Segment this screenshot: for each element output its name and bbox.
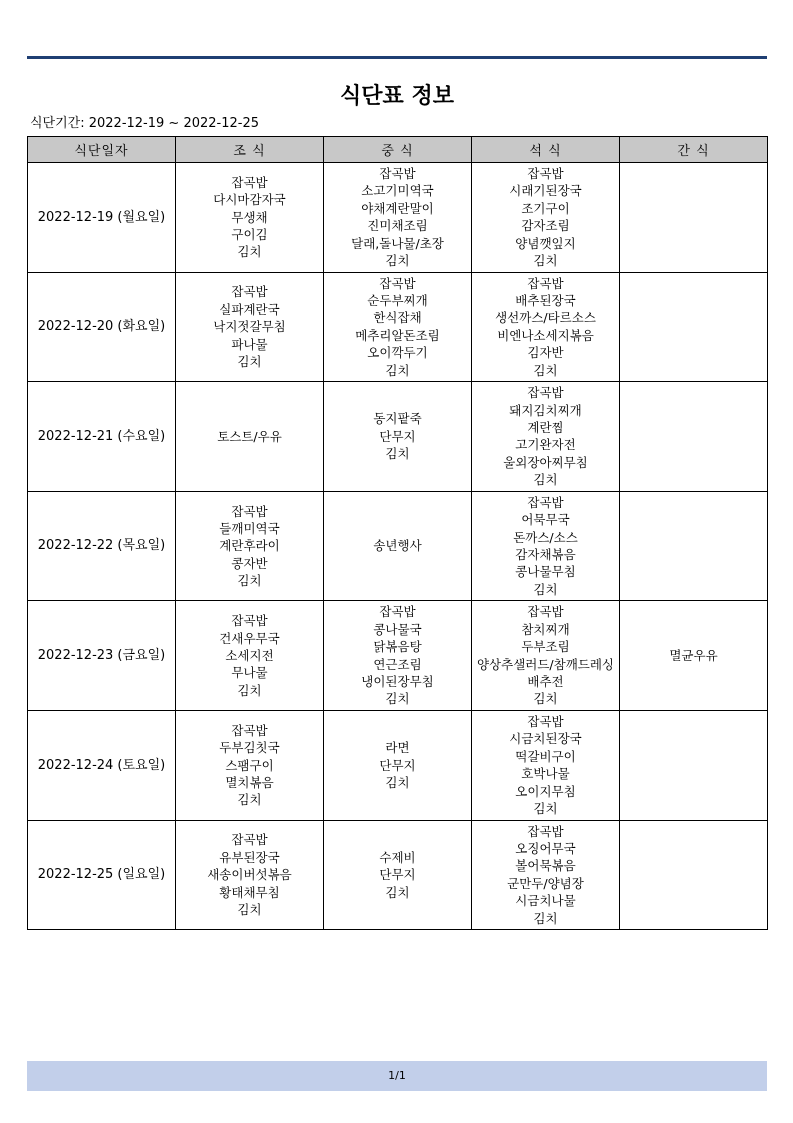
menu-item: 구이김 <box>231 227 268 242</box>
menu-item: 잡곡밥 <box>231 613 268 629</box>
menu-item: 호박나물 <box>521 766 570 782</box>
menu-item: 김치 <box>533 691 558 707</box>
menu-item: 소고기미역국 <box>361 183 434 199</box>
menu-item: 고기완자전 <box>515 437 576 453</box>
menu-item: 돼지김치찌개 <box>509 402 582 418</box>
menu-item: 계란찜 <box>527 420 564 436</box>
meal-date-cell: 2022-12-25 (일요일) <box>28 820 176 930</box>
menu-item: 오이지무침 <box>515 783 576 799</box>
menu-item: 파나물 <box>231 336 268 352</box>
menu-item: 황태채무침 <box>219 884 280 900</box>
menu-item: 김치 <box>533 253 558 269</box>
breakfast-cell <box>176 601 324 711</box>
menu-item: 콩나물국 <box>373 621 422 637</box>
menu-item: 시래기된장국 <box>509 183 582 199</box>
menu-item: 송년행사 <box>373 538 422 554</box>
dinner-cell <box>472 382 620 492</box>
menu-item: 어묵무국 <box>521 512 570 528</box>
column-header-lunch: 중 식 <box>324 137 472 163</box>
menu-item: 비엔나소세지볶음 <box>497 327 594 343</box>
menu-item: 토스트/우유 <box>217 428 282 444</box>
dinner-cell <box>472 710 620 820</box>
menu-item: 단무지 <box>379 428 416 444</box>
menu-item: 김치 <box>385 774 410 790</box>
breakfast-cell <box>176 272 324 382</box>
lunch-cell <box>324 710 472 820</box>
breakfast-cell <box>176 163 324 273</box>
meal-date-cell: 2022-12-20 (화요일) <box>28 272 176 382</box>
snack-cell <box>620 601 768 711</box>
dinner-cell <box>472 272 620 382</box>
menu-item: 잡곡밥 <box>231 503 268 519</box>
menu-item: 두부조림 <box>521 639 570 655</box>
menu-item: 김치 <box>385 253 410 269</box>
menu-item: 김치 <box>237 682 262 698</box>
menu-item: 김치 <box>385 446 410 462</box>
breakfast-cell <box>176 710 324 820</box>
menu-item: 생선까스/타르소스 <box>495 310 596 326</box>
menu-item: 야채계란말이 <box>361 200 434 216</box>
menu-item: 김치 <box>385 884 410 900</box>
table-row <box>28 820 768 930</box>
menu-item: 계란후라이 <box>219 538 280 554</box>
dinner-cell <box>472 163 620 273</box>
menu-item: 돈까스/소스 <box>513 529 578 545</box>
meal-table-body <box>28 163 768 930</box>
menu-item: 양상추샐러드/참깨드레싱 <box>476 656 615 672</box>
menu-item: 두부김칫국 <box>219 740 280 756</box>
dinner-cell <box>472 491 620 601</box>
meal-date-cell: 2022-12-22 (목요일) <box>28 491 176 601</box>
lunch-cell <box>324 382 472 492</box>
menu-item: 달래,돌나물/초장 <box>351 235 444 251</box>
menu-item: 라면 <box>385 740 410 756</box>
breakfast-cell <box>176 491 324 601</box>
meal-date-cell: 2022-12-23 (금요일) <box>28 601 176 711</box>
menu-item: 단무지 <box>379 867 416 883</box>
lunch-cell <box>324 601 472 711</box>
menu-item: 김치 <box>533 472 558 488</box>
menu-item: 김치 <box>237 901 262 917</box>
menu-item: 잡곡밥 <box>231 722 268 738</box>
menu-item: 들깨미역국 <box>219 520 280 536</box>
menu-item: 김치 <box>237 354 262 369</box>
menu-item: 잡곡밥 <box>231 174 268 190</box>
menu-item: 볼어묵볶음 <box>515 858 576 874</box>
menu-item: 조기구이 <box>521 200 570 216</box>
menu-item: 한식잡채 <box>373 310 422 326</box>
menu-item: 김자반 <box>527 345 564 361</box>
table-row <box>28 272 768 382</box>
menu-item: 냉이된장무침 <box>361 674 434 690</box>
lunch-cell <box>324 820 472 930</box>
menu-item: 메추리알돈조림 <box>355 327 440 343</box>
menu-item: 소세지전 <box>225 647 274 663</box>
page-number: 1/1 <box>388 1069 406 1082</box>
page-title: 식단표 정보 <box>340 84 454 109</box>
menu-item: 오이깍두기 <box>367 345 428 361</box>
menu-item: 다시마감자국 <box>213 192 286 208</box>
menu-item: 김치 <box>385 691 410 707</box>
menu-item: 군만두/양념장 <box>507 875 584 891</box>
menu-item: 김치 <box>533 362 558 378</box>
menu-item: 시금치나물 <box>515 893 576 909</box>
menu-item: 잡곡밥 <box>527 823 564 839</box>
menu-item: 잡곡밥 <box>379 275 416 291</box>
menu-item: 잡곡밥 <box>527 166 564 182</box>
header-rule <box>27 56 767 59</box>
menu-item: 유부된장국 <box>219 849 280 865</box>
table-header-row <box>28 137 768 163</box>
lunch-cell <box>324 491 472 601</box>
menu-item: 콩자반 <box>231 555 268 571</box>
menu-item: 시금치된장국 <box>509 731 582 747</box>
lunch-cell <box>324 163 472 273</box>
menu-item: 잡곡밥 <box>379 166 416 182</box>
table-row <box>28 163 768 273</box>
menu-item: 멸치볶음 <box>225 774 274 790</box>
breakfast-cell <box>176 382 324 492</box>
menu-item: 양념깻잎지 <box>515 235 576 251</box>
menu-item: 무나물 <box>231 665 268 681</box>
menu-item: 잡곡밥 <box>527 604 564 620</box>
snack-cell <box>620 491 768 601</box>
menu-item: 김치 <box>533 581 558 597</box>
menu-item: 진미채조림 <box>367 218 428 234</box>
meal-date-cell: 2022-12-21 (수요일) <box>28 382 176 492</box>
menu-item: 연근조림 <box>373 656 422 672</box>
menu-item: 배추전 <box>527 674 564 690</box>
menu-item: 감자조림 <box>521 218 570 234</box>
table-row <box>28 710 768 820</box>
menu-item: 오징어무국 <box>515 841 576 857</box>
column-header-date: 식단일자 <box>28 137 176 163</box>
menu-item: 멸균우유 <box>669 647 718 663</box>
menu-item: 잡곡밥 <box>231 832 268 848</box>
lunch-cell <box>324 272 472 382</box>
menu-item: 무생채 <box>231 209 268 225</box>
dinner-cell <box>472 601 620 711</box>
page-footer <box>27 1061 767 1091</box>
snack-cell <box>620 272 768 382</box>
column-header-breakfast: 조 식 <box>176 137 324 163</box>
breakfast-cell <box>176 820 324 930</box>
menu-item: 참치찌개 <box>521 621 570 637</box>
menu-item: 울외장아찌무침 <box>503 454 588 470</box>
table-row <box>28 382 768 492</box>
menu-item: 콩나물무침 <box>515 564 576 580</box>
snack-cell <box>620 710 768 820</box>
menu-item: 건새우무국 <box>219 630 280 646</box>
meal-date-cell: 2022-12-19 (월요일) <box>28 163 176 273</box>
menu-item: 스팸구이 <box>225 757 274 773</box>
column-header-snack: 간 식 <box>620 137 768 163</box>
menu-item: 잡곡밥 <box>527 714 564 730</box>
menu-item: 김치 <box>237 573 262 589</box>
menu-item: 닭볶음탕 <box>373 639 422 655</box>
menu-item: 잡곡밥 <box>527 385 564 401</box>
menu-item: 잡곡밥 <box>231 284 268 300</box>
snack-cell <box>620 163 768 273</box>
menu-item: 잡곡밥 <box>527 494 564 510</box>
menu-item: 잡곡밥 <box>527 275 564 291</box>
menu-item: 잡곡밥 <box>379 604 416 620</box>
menu-item: 떡갈비구이 <box>515 748 576 764</box>
menu-item: 수제비 <box>379 849 416 865</box>
column-header-dinner: 석 식 <box>472 137 620 163</box>
menu-item: 김치 <box>385 362 410 378</box>
menu-item: 김치 <box>533 801 558 817</box>
menu-item: 순두부찌개 <box>367 293 428 309</box>
menu-item: 김치 <box>237 244 262 260</box>
table-row <box>28 601 768 711</box>
menu-item: 새송이버섯볶음 <box>207 867 292 883</box>
snack-cell <box>620 820 768 930</box>
snack-cell <box>620 382 768 492</box>
menu-item: 동지팥죽 <box>373 411 422 427</box>
menu-item: 단무지 <box>379 757 416 773</box>
menu-item: 낙지젓갈무침 <box>213 319 286 335</box>
menu-item: 김치 <box>533 910 558 926</box>
menu-item: 실파계란국 <box>219 301 280 317</box>
menu-item: 감자채볶음 <box>515 547 576 563</box>
menu-item: 배추된장국 <box>515 293 576 309</box>
dinner-cell <box>472 820 620 930</box>
meal-period: 식단기간: 2022-12-19 ~ 2022-12-25 <box>30 116 260 131</box>
menu-item: 김치 <box>237 792 262 808</box>
meal-date-cell: 2022-12-24 (토요일) <box>28 710 176 820</box>
meal-table <box>27 136 768 930</box>
table-row <box>28 491 768 601</box>
